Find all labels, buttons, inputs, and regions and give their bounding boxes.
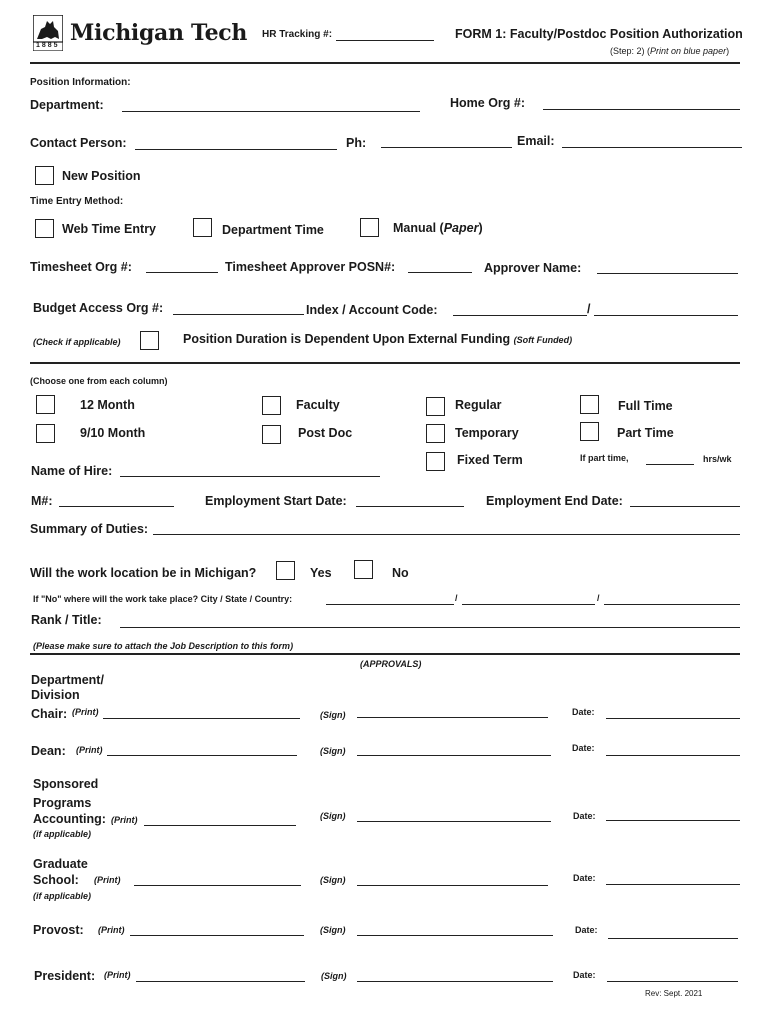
president-label: President: — [34, 969, 96, 983]
timesheet-org-field[interactable] — [146, 272, 218, 273]
home-org-label: Home Org #: — [450, 96, 526, 110]
chair-label-line3: Chair: — [31, 707, 68, 721]
phone-field[interactable] — [381, 147, 512, 148]
time-entry-label: Time Entry Method: — [30, 196, 124, 207]
temporary-checkbox[interactable] — [426, 424, 445, 443]
part-time-label: Part Time — [617, 426, 674, 440]
nine-ten-month-label: 9/10 Month — [80, 426, 146, 440]
president-date-label: Date: — [573, 970, 596, 980]
start-date-field[interactable] — [356, 506, 464, 507]
temporary-label: Temporary — [455, 426, 519, 440]
if-part-time-label: If part time, — [580, 453, 629, 463]
position-info-heading: Position Information: — [30, 77, 131, 88]
section-divider-1 — [30, 362, 740, 364]
m-number-field[interactable] — [59, 506, 174, 507]
logo-mark-icon — [33, 15, 63, 51]
provost-sign-label: (Sign) — [320, 925, 346, 935]
dean-date-label: Date: — [572, 743, 595, 753]
logo-year: 1885 — [36, 42, 60, 49]
budget-org-label: Budget Access Org #: — [33, 301, 164, 315]
post-doc-checkbox[interactable] — [262, 425, 281, 444]
spa-print-label: (Print) — [111, 815, 138, 825]
part-time-checkbox[interactable] — [580, 422, 599, 441]
spa-print-field[interactable] — [144, 825, 296, 826]
contact-person-field[interactable] — [135, 149, 337, 150]
check-if-applicable: (Check if applicable) — [33, 337, 121, 347]
department-time-label: Department Time — [222, 223, 324, 237]
home-org-field[interactable] — [543, 109, 740, 110]
twelve-month-label: 12 Month — [80, 398, 135, 412]
web-time-entry-label: Web Time Entry — [62, 222, 157, 236]
chair-label-line2: Division — [31, 688, 80, 702]
start-date-label: Employment Start Date: — [205, 494, 347, 508]
no-where-label: If "No" where will the work take place? City / State / Country: — [33, 594, 293, 604]
end-date-field[interactable] — [630, 506, 740, 507]
grad-label-line1: Graduate — [33, 857, 88, 871]
header-divider — [30, 62, 740, 64]
chair-print-label: (Print) — [72, 707, 99, 717]
provost-date-label: Date: — [575, 925, 598, 935]
dean-print-label: (Print) — [76, 745, 103, 755]
dean-sign-field[interactable] — [357, 755, 551, 756]
president-sign-field[interactable] — [357, 981, 553, 982]
country-field[interactable] — [604, 604, 740, 605]
rank-title-label: Rank / Title: — [31, 613, 102, 627]
spa-if-applicable: (if applicable) — [33, 829, 92, 839]
grad-date-field[interactable] — [606, 884, 740, 885]
spa-date-field[interactable] — [606, 820, 740, 821]
spa-sign-label: (Sign) — [320, 811, 346, 821]
twelve-month-checkbox[interactable] — [36, 395, 55, 414]
summary-field[interactable] — [153, 534, 740, 535]
index-code-field[interactable] — [453, 315, 587, 316]
faculty-checkbox[interactable] — [262, 396, 281, 415]
approver-name-label: Approver Name: — [484, 261, 582, 275]
post-doc-label: Post Doc — [298, 426, 353, 440]
budget-org-field[interactable] — [173, 314, 304, 315]
hr-tracking-label: HR Tracking #: — [262, 29, 333, 40]
spa-label-line3: Accounting: — [33, 812, 106, 826]
section-divider-2 — [30, 653, 740, 655]
grad-print-field[interactable] — [134, 885, 301, 886]
part-time-hours-field[interactable] — [646, 464, 694, 465]
grad-print-label: (Print) — [94, 875, 121, 885]
timesheet-approver-label: Timesheet Approver POSN#: — [225, 260, 396, 274]
michigan-yes-label: Yes — [310, 566, 332, 580]
dean-label: Dean: — [31, 744, 66, 758]
president-print-field[interactable] — [136, 981, 305, 982]
name-of-hire-field[interactable] — [120, 476, 380, 477]
grad-label-line2: School: — [33, 873, 79, 887]
regular-label: Regular — [455, 398, 502, 412]
chair-date-label: Date: — [572, 707, 595, 717]
city-state-separator: / — [455, 593, 458, 603]
grad-if-applicable: (if applicable) — [33, 891, 92, 901]
chair-sign-label: (Sign) — [320, 710, 346, 720]
form-title: FORM 1: Faculty/Postdoc Position Authorization — [455, 27, 743, 41]
dean-sign-label: (Sign) — [320, 746, 346, 756]
state-country-separator: / — [597, 593, 600, 603]
form-step: (Step: 2) (Print on blue paper) — [610, 46, 730, 56]
president-date-field[interactable] — [607, 981, 738, 982]
michigan-yes-checkbox[interactable] — [276, 561, 295, 580]
faculty-label: Faculty — [296, 398, 340, 412]
choose-instruction: (Choose one from each column) — [30, 376, 168, 386]
city-field[interactable] — [326, 604, 454, 605]
fixed-term-label: Fixed Term — [457, 453, 523, 467]
michigan-no-checkbox[interactable] — [354, 560, 373, 579]
spa-sign-field[interactable] — [357, 821, 551, 822]
chair-label-line1: Department/ — [31, 673, 104, 687]
email-field[interactable] — [562, 147, 742, 148]
grad-date-label: Date: — [573, 873, 596, 883]
spa-date-label: Date: — [573, 811, 596, 821]
dean-print-field[interactable] — [107, 755, 297, 756]
chair-print-field[interactable] — [103, 718, 300, 719]
provost-label: Provost: — [33, 923, 84, 937]
department-field[interactable] — [122, 111, 420, 112]
new-position-label: New Position — [62, 169, 141, 183]
rank-title-field[interactable] — [120, 627, 740, 628]
michigan-no-label: No — [392, 566, 409, 580]
approver-name-field[interactable] — [597, 273, 738, 274]
contact-person-label: Contact Person: — [30, 136, 127, 150]
m-number-label: M#: — [31, 494, 53, 508]
provost-sign-field[interactable] — [357, 935, 553, 936]
fixed-term-checkbox[interactable] — [426, 452, 445, 471]
index-separator: / — [587, 302, 591, 316]
summary-label: Summary of Duties: — [30, 522, 149, 536]
soft-funded-checkbox[interactable] — [140, 331, 159, 350]
department-label: Department: — [30, 98, 104, 112]
spa-label-line2: Programs — [33, 796, 92, 810]
nine-ten-month-checkbox[interactable] — [36, 424, 55, 443]
revision-note: Rev: Sept. 2021 — [645, 989, 703, 998]
end-date-label: Employment End Date: — [486, 494, 623, 508]
hr-tracking-field[interactable] — [336, 40, 434, 41]
new-position-checkbox[interactable] — [35, 166, 54, 185]
spa-label-line1: Sponsored — [33, 777, 99, 791]
email-label: Email: — [517, 134, 555, 148]
full-time-checkbox[interactable] — [580, 395, 599, 414]
name-of-hire-label: Name of Hire: — [31, 464, 113, 478]
president-print-label: (Print) — [104, 970, 131, 980]
provost-date-field[interactable] — [608, 938, 738, 939]
provost-print-label: (Print) — [98, 925, 125, 935]
approvals-heading: (APPROVALS) — [360, 659, 422, 669]
timesheet-approver-field[interactable] — [408, 272, 472, 273]
hrs-wk-label: hrs/wk — [703, 454, 732, 464]
account-code-field[interactable] — [594, 315, 738, 316]
grad-sign-label: (Sign) — [320, 875, 346, 885]
logo-wordmark: Michigan Tech — [70, 20, 248, 46]
grad-sign-field[interactable] — [357, 885, 548, 886]
index-account-label: Index / Account Code: — [306, 303, 438, 317]
full-time-label: Full Time — [618, 399, 673, 413]
dean-date-field[interactable] — [606, 755, 740, 756]
attach-note: (Please make sure to attach the Job Description to this form) — [33, 641, 294, 651]
provost-print-field[interactable] — [130, 935, 304, 936]
michigan-question: Will the work location be in Michigan? — [30, 566, 257, 580]
state-field[interactable] — [462, 604, 595, 605]
regular-checkbox[interactable] — [426, 397, 445, 416]
phone-label: Ph: — [346, 136, 367, 150]
web-time-entry-checkbox[interactable] — [35, 219, 54, 238]
manual-paper-checkbox[interactable] — [360, 218, 379, 237]
president-sign-label: (Sign) — [321, 971, 347, 981]
chair-sign-field[interactable] — [357, 717, 548, 718]
manual-paper-label: Manual (Paper) — [393, 221, 483, 235]
duration-label: Position Duration is Dependent Upon External Funding (Soft Funded) — [183, 332, 573, 346]
department-time-checkbox[interactable] — [193, 218, 212, 237]
timesheet-org-label: Timesheet Org #: — [30, 260, 132, 274]
chair-date-field[interactable] — [606, 718, 740, 719]
